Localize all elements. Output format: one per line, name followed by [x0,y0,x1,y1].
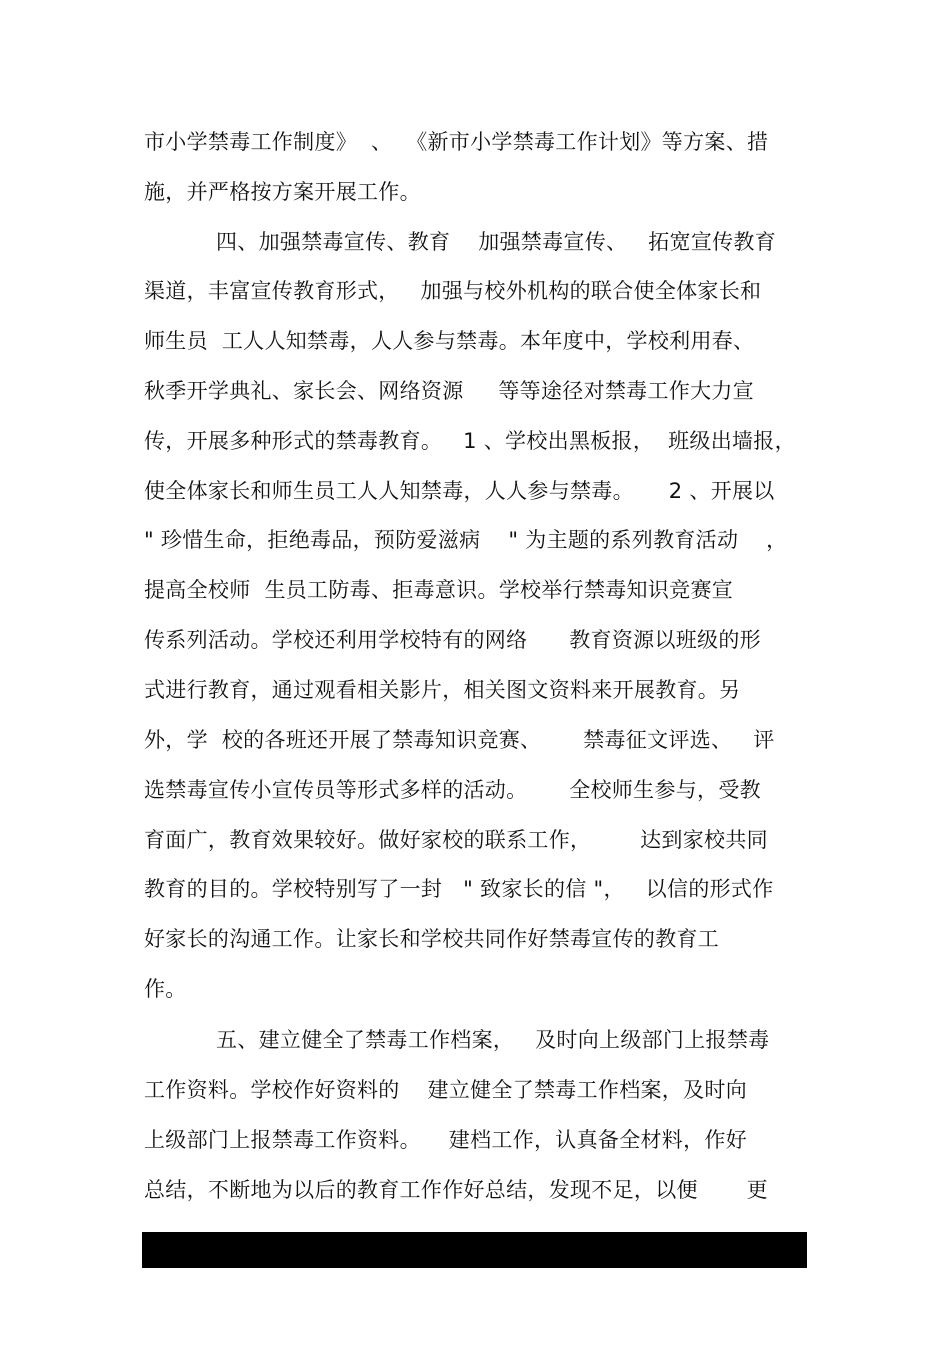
text-line: 总结，不断地为以后的教育工作作好总结，发现不足，以便 更 [144,1178,768,1202]
text-line: 提高全校师 生员工防毒、拒毒意识。学校举行禁毒知识竞赛宣 [144,578,734,602]
text-line: 教育的目的。学校特别写了一封 " 致家长的信 "， 以信的形式作 [144,877,774,901]
text-line: 作。 [144,977,187,1001]
black-footer-bar [142,1232,807,1268]
paragraph-heading-4: 四、加强禁毒宣传、教育 加强禁毒宣传、 拓宽宣传教育 [216,230,777,254]
text-line: 师生员 工人人知禁毒，人人参与禁毒。本年度中，学校利用春、 [144,329,755,353]
text-line: 工作资料。学校作好资料的 建立健全了禁毒工作档案，及时向 [144,1078,747,1102]
text-line: 上级部门上报禁毒工作资料。 建档工作，认真备全材料，作好 [144,1128,747,1152]
text-line: 好家长的沟通工作。让家长和学校共同作好禁毒宣传的教育工 [144,927,720,951]
text-line: " 珍惜生命，拒绝毒品，预防爱滋病 " 为主题的系列教育活动 ， [144,528,788,552]
text-line: 传，开展多种形式的禁毒教育。 1 、学校出黑板报， 班级出墙报， [144,429,796,453]
text-line: 式进行教育，通过观看相关影片，相关图文资料来开展教育。另 [144,678,741,702]
text-line: 渠道，丰富宣传教育形式， 加强与校外机构的联合使全体家长和 [144,279,762,303]
text-line: 育面广，教育效果较好。做好家校的联系工作， 达到家校共同 [144,828,768,852]
text-line: 施，并严格按方案开展工作。 [144,180,421,204]
paragraph-heading-5: 五、建立健全了禁毒工作档案， 及时向上级部门上报禁毒 [216,1028,770,1052]
text-line: 使全体家长和师生员工人人知禁毒，人人参与禁毒。 2 、开展以 [144,479,775,503]
text-line: 传系列活动。学校还利用学校特有的网络 教育资源以班级的形 [144,628,761,652]
text-line: 秋季开学典礼、家长会、网络资源 等等途径对禁毒工作大力宣 [144,379,754,403]
text-line: 外，学 校的各班还开展了禁毒知识竞赛、 禁毒征文评选、 评 [144,728,775,752]
text-line: 市小学禁毒工作制度》 、 《新市小学禁毒工作计划》等方案、措 [144,130,769,154]
text-line: 选禁毒宣传小宣传员等形式多样的活动。 全校师生参与，受教 [144,778,761,802]
